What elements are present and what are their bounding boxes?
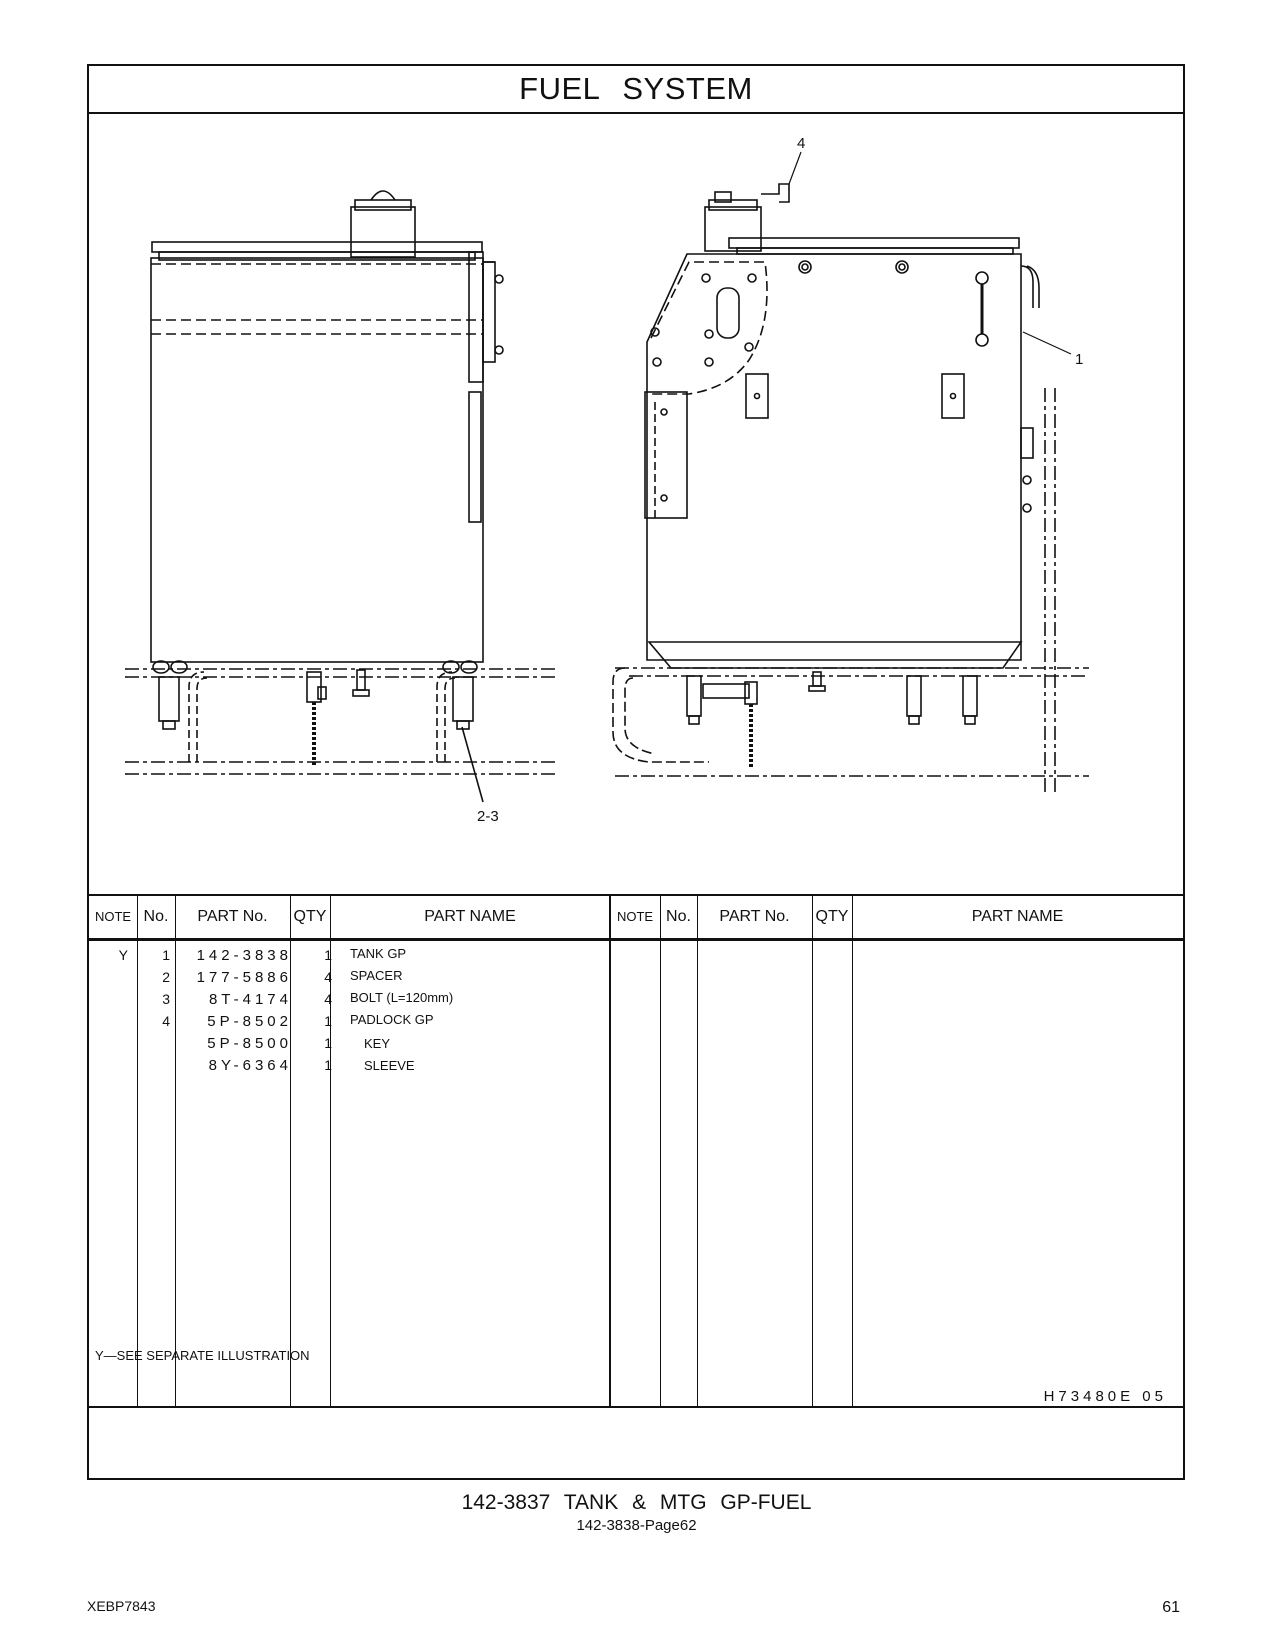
col-header-qty: QTY [290,894,330,940]
parts-page-frame [87,64,1185,1480]
page-number: 61 [1162,1599,1180,1616]
row-part-no: 142-3838 [196,947,292,964]
col-header-no-2: No. [660,894,697,940]
row-part-no: 177-5886 [196,969,292,986]
column-divider [812,894,813,1406]
row-qty: 1 [324,1035,332,1051]
drawing-code: H73480E 05 [1043,1388,1167,1405]
row-part-name: KEY [364,1036,391,1051]
row-item-no: 4 [162,1013,170,1029]
header-divider [89,939,1183,941]
col-header-qty-2: QTY [812,894,852,940]
parts-list-table [89,894,1183,1408]
row-item-no: 1 [162,947,170,963]
column-divider [660,894,661,1406]
section-title: FUEL SYSTEM [519,71,753,106]
col-header-note: NOTE [89,894,137,940]
row-part-name: SPACER [350,968,403,983]
page-reference: 142-3838-Page62 [576,1517,697,1534]
tank-front-view [125,191,559,825]
row-part-no: 5P-8502 [207,1013,292,1030]
row-item-no: 2 [162,969,170,985]
row-qty: 4 [324,991,332,1007]
col-header-no: No. [137,894,175,940]
tank-side-view [613,135,1089,792]
technical-drawing [89,112,1183,896]
group-caption: 142-3837 TANK & MTG GP-FUEL [461,1491,812,1514]
col-header-part-no: PART No. [175,894,290,940]
row-qty: 4 [324,969,332,985]
row-qty: 1 [324,1057,332,1073]
row-part-no: 5P-8500 [207,1035,292,1052]
fuel-tank-illustration [89,112,1183,894]
section-title-bar [89,66,1183,114]
row-note: Y [118,947,128,963]
callout-4: 4 [797,135,806,152]
row-part-name: TANK GP [350,946,407,961]
row-part-name: BOLT (L=120mm) [350,990,454,1005]
document-id: XEBP7843 [87,1598,156,1614]
row-qty: 1 [324,1013,332,1029]
column-divider [852,894,853,1406]
row-item-no: 3 [162,991,170,1007]
callout-1: 1 [1075,351,1084,368]
column-divider [137,894,138,1406]
col-header-part-name-2: PART NAME [852,894,1183,940]
col-header-part-name: PART NAME [330,894,610,940]
col-header-part-no-2: PART No. [697,894,812,940]
row-part-no: 8T-4174 [208,991,292,1008]
column-divider [697,894,698,1406]
col-header-note-2: NOTE [610,894,660,940]
callout-2-3: 2-3 [477,808,499,825]
row-part-name: SLEEVE [364,1058,415,1073]
illustration-footnote: Y—SEE SEPARATE ILLUSTRATION [95,1348,310,1363]
row-part-no: 8Y-6364 [208,1057,292,1074]
row-part-name: PADLOCK GP [350,1012,434,1027]
row-qty: 1 [324,947,332,963]
